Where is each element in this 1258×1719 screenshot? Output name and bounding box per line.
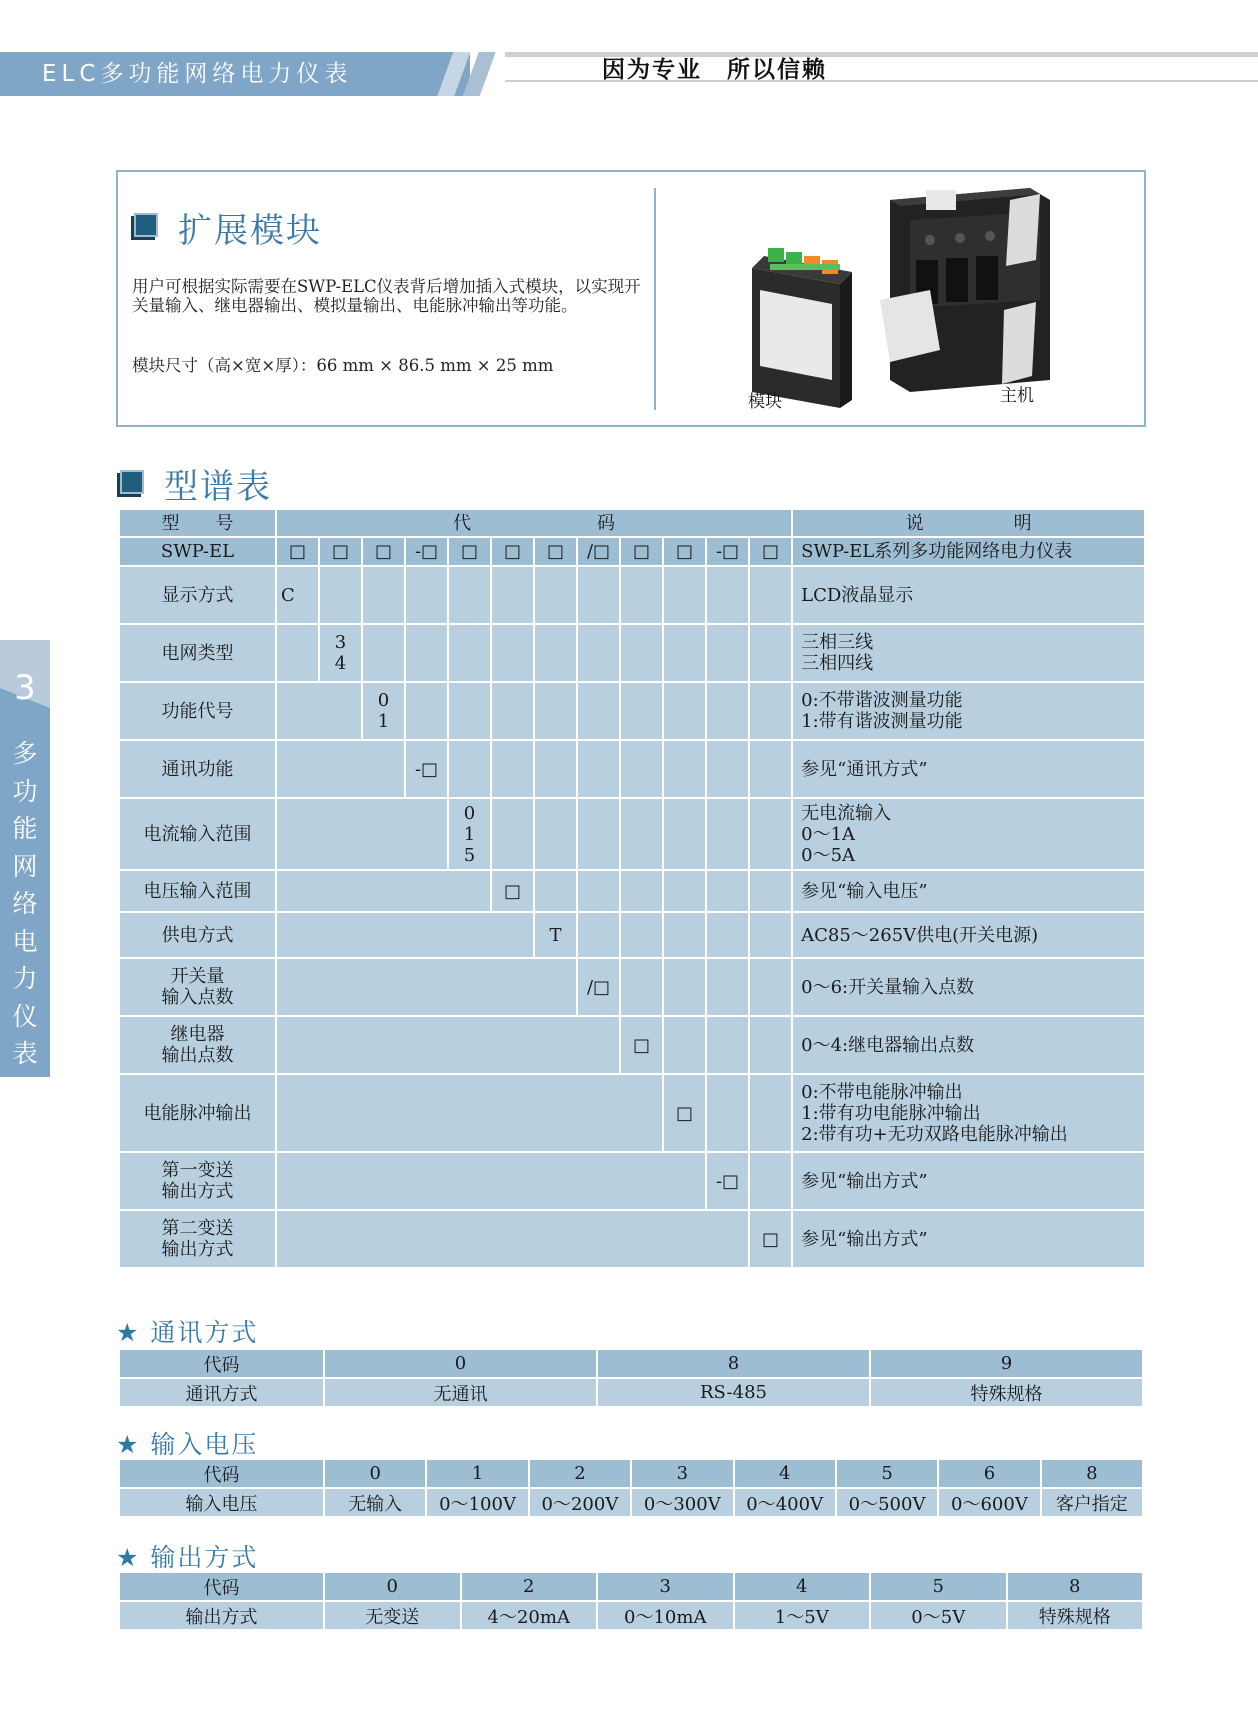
- spec-row-label: 开关量 输入点数: [119, 958, 276, 1016]
- spec-model-code: /□: [577, 537, 620, 566]
- spec-row-empty: [362, 624, 405, 682]
- spec-row-empty: [749, 798, 792, 870]
- voltage-table: [118, 1458, 1144, 1518]
- spec-row-desc: 参见“通讯方式”: [792, 740, 1145, 798]
- spec-row-empty: [491, 566, 534, 624]
- caption-module: 模块: [748, 392, 782, 412]
- output-cell: 4: [734, 1572, 871, 1601]
- spec-row-empty: [448, 624, 491, 682]
- output-cell: 1～5V: [734, 1601, 871, 1630]
- spec-row-label: 显示方式: [119, 566, 276, 624]
- spec-model-code: □: [319, 537, 362, 566]
- spec-row-label: 电流输入范围: [119, 798, 276, 870]
- section-square-icon: [134, 213, 158, 237]
- star-icon: ★: [116, 1543, 141, 1572]
- spec-row-empty: [620, 566, 663, 624]
- spec-row-empty: [706, 1074, 749, 1152]
- spec-row-empty: [448, 740, 491, 798]
- spec-row-empty: [534, 870, 577, 912]
- spec-row-empty: [534, 798, 577, 870]
- output-cell: 特殊规格: [1007, 1601, 1144, 1630]
- spec-header-model: 型 号: [119, 509, 276, 537]
- spec-row: [119, 798, 1145, 870]
- expansion-size: 模块尺寸（高×宽×厚）：66 mm × 86.5 mm × 25 mm: [132, 356, 554, 375]
- spec-row-desc: 参见“输出方式”: [792, 1210, 1145, 1268]
- voltage-cell: 0: [324, 1459, 426, 1488]
- spec-row-filler: [276, 740, 405, 798]
- output-table: [118, 1571, 1144, 1631]
- output-cell: 0～10mA: [597, 1601, 734, 1630]
- spec-row-empty: [577, 870, 620, 912]
- voltage-cell: 3: [631, 1459, 733, 1488]
- spec-row-empty: [749, 1074, 792, 1152]
- caption-host: 主机: [1000, 386, 1034, 406]
- spec-model-code: □: [491, 537, 534, 566]
- spec-row-label: 通讯功能: [119, 740, 276, 798]
- spec-row-empty: [491, 624, 534, 682]
- spec-row-desc: 0:不带电能脉冲输出 1:带有功电能脉冲输出 2:带有功+无功双路电能脉冲输出: [792, 1074, 1145, 1152]
- spec-row-empty: [491, 682, 534, 740]
- spec-row-empty: [749, 566, 792, 624]
- spec-table: [118, 508, 1146, 1269]
- spec-row-empty: [663, 566, 706, 624]
- spec-row-empty: [663, 958, 706, 1016]
- spec-row-desc: 参见“输出方式”: [792, 1152, 1145, 1210]
- page-header-title: ELC多功能网络电力仪表: [42, 61, 353, 87]
- spec-row-empty: [405, 682, 448, 740]
- spec-row-filler: [276, 912, 534, 958]
- output-cell: 3: [597, 1572, 734, 1601]
- spec-row-label: 继电器 输出点数: [119, 1016, 276, 1074]
- spec-row-empty: [534, 740, 577, 798]
- spec-row-desc: 0:不带谐波测量功能 1:带有谐波测量功能: [792, 682, 1145, 740]
- spec-row: [119, 912, 1145, 958]
- spec-row-empty: [620, 682, 663, 740]
- spec-model-code: □: [534, 537, 577, 566]
- spec-row-empty: [706, 740, 749, 798]
- spec-row-empty: [749, 912, 792, 958]
- spec-model-code: □: [448, 537, 491, 566]
- spec-title: 型谱表: [164, 467, 272, 507]
- voltage-cell: 2: [529, 1459, 631, 1488]
- spec-header-desc: 说 明: [792, 509, 1145, 537]
- output-cell: 0～5V: [870, 1601, 1007, 1630]
- spec-row-empty: [663, 1016, 706, 1074]
- spec-row-empty: [663, 798, 706, 870]
- spec-row-empty: [706, 1016, 749, 1074]
- spec-row-empty: [706, 566, 749, 624]
- star-icon: ★: [116, 1318, 141, 1347]
- spec-row-code: T: [534, 912, 577, 958]
- voltage-cell: 6: [938, 1459, 1040, 1488]
- output-cell: 5: [870, 1572, 1007, 1601]
- voltage-cell: 无输入: [324, 1488, 426, 1517]
- voltage-cell: 代码: [119, 1459, 324, 1488]
- spec-row-desc: 0～6:开关量输入点数: [792, 958, 1145, 1016]
- spec-row-empty: [405, 624, 448, 682]
- spec-row-empty: [663, 740, 706, 798]
- spec-row: [119, 624, 1145, 682]
- spec-row-desc: AC85～265V供电(开关电源): [792, 912, 1145, 958]
- host-image: [880, 188, 1050, 392]
- comm-cell: RS-485: [597, 1378, 870, 1407]
- spec-row-label: 电网类型: [119, 624, 276, 682]
- voltage-cell: 输入电压: [119, 1488, 324, 1517]
- comm-title: ★ 通讯方式: [116, 1318, 259, 1347]
- spec-row-empty: [663, 870, 706, 912]
- spec-model-desc: SWP-EL系列多功能网络电力仪表: [792, 537, 1145, 566]
- output-cell: 代码: [119, 1572, 324, 1601]
- spec-row-filler: [276, 682, 362, 740]
- spec-row-desc: LCD液晶显示: [792, 566, 1145, 624]
- spec-row-empty: [706, 912, 749, 958]
- spec-row-filler: [276, 958, 577, 1016]
- output-cell: 4～20mA: [461, 1601, 598, 1630]
- spec-row-label: 功能代号: [119, 682, 276, 740]
- expansion-divider: [654, 188, 656, 410]
- spec-row-empty: [362, 566, 405, 624]
- comm-cell: 通讯方式: [119, 1378, 324, 1407]
- spec-row: [119, 1152, 1145, 1210]
- spec-row-empty: [706, 624, 749, 682]
- spec-row-code: 0 1: [362, 682, 405, 740]
- spec-row-empty: [620, 740, 663, 798]
- spec-row-empty: [577, 624, 620, 682]
- spec-row-empty: [534, 624, 577, 682]
- spec-model-code: □: [362, 537, 405, 566]
- output-cell: 8: [1007, 1572, 1144, 1601]
- spec-row-empty: [577, 566, 620, 624]
- spec-row-empty: [577, 740, 620, 798]
- spec-row: [119, 740, 1145, 798]
- spec-row-empty: [577, 912, 620, 958]
- output-cell: 无变送: [324, 1601, 461, 1630]
- spec-row: [119, 566, 1145, 624]
- header-slogan: 因为专业 所以信赖: [602, 57, 827, 83]
- voltage-cell: 5: [836, 1459, 938, 1488]
- spec-row-code: □: [749, 1210, 792, 1268]
- spec-row-label: 第一变送 输出方式: [119, 1152, 276, 1210]
- spec-row-code: 0 1 5: [448, 798, 491, 870]
- spec-row-empty: [663, 912, 706, 958]
- spec-model-code: □: [276, 537, 319, 566]
- spec-row: [119, 1016, 1145, 1074]
- spec-row-code: C: [276, 566, 319, 624]
- star-icon: ★: [116, 1430, 141, 1459]
- comm-cell: 特殊规格: [870, 1378, 1143, 1407]
- spec-model-code: -□: [706, 537, 749, 566]
- spec-row-code: □: [491, 870, 534, 912]
- spec-row-empty: [577, 682, 620, 740]
- comm-cell: 8: [597, 1349, 870, 1378]
- voltage-cell: 1: [426, 1459, 528, 1488]
- spec-row-empty: [749, 870, 792, 912]
- spec-model-code: □: [620, 537, 663, 566]
- output-cell: 0: [324, 1572, 461, 1601]
- spec-model-code: -□: [405, 537, 448, 566]
- voltage-cell: 客户指定: [1041, 1488, 1143, 1517]
- spec-row-empty: [706, 682, 749, 740]
- spec-row-filler: [276, 870, 491, 912]
- spec-row-empty: [749, 624, 792, 682]
- spec-row-filler: [276, 1074, 663, 1152]
- spec-row-label: 第二变送 输出方式: [119, 1210, 276, 1268]
- spec-row-empty: [749, 1152, 792, 1210]
- spec-row-empty: [706, 798, 749, 870]
- spec-row-label: 供电方式: [119, 912, 276, 958]
- spec-row-code: □: [663, 1074, 706, 1152]
- spec-row-desc: 三相三线 三相四线: [792, 624, 1145, 682]
- spec-row: [119, 1074, 1145, 1152]
- spec-row-empty: [534, 566, 577, 624]
- voltage-cell: 8: [1041, 1459, 1143, 1488]
- section-square-icon: [120, 470, 144, 494]
- spec-row: [119, 682, 1145, 740]
- spec-row-code: /□: [577, 958, 620, 1016]
- spec-row-empty: [706, 870, 749, 912]
- expansion-title: 扩展模块: [178, 211, 322, 251]
- spec-model-code: □: [663, 537, 706, 566]
- header-band-stripes: [430, 52, 520, 96]
- spec-row-empty: [577, 798, 620, 870]
- spec-row-filler: [276, 624, 319, 682]
- spec-row-code: 3 4: [319, 624, 362, 682]
- voltage-cell: 0～500V: [836, 1488, 938, 1517]
- spec-row-filler: [276, 798, 448, 870]
- spec-row-code: □: [620, 1016, 663, 1074]
- spec-row-desc: 0～4:继电器输出点数: [792, 1016, 1145, 1074]
- spec-row-empty: [491, 740, 534, 798]
- spec-row-label: 电能脉冲输出: [119, 1074, 276, 1152]
- spec-row-filler: [276, 1210, 749, 1268]
- chapter-number: 3: [14, 668, 36, 708]
- spec-row-empty: [620, 958, 663, 1016]
- spec-row-label: 电压输入范围: [119, 870, 276, 912]
- voltage-cell: 0～100V: [426, 1488, 528, 1517]
- comm-cell: 代码: [119, 1349, 324, 1378]
- spec-header-code: 代 码: [276, 509, 792, 537]
- spec-row-desc: 参见“输入电压”: [792, 870, 1145, 912]
- spec-row-code: -□: [706, 1152, 749, 1210]
- spec-row-empty: [448, 682, 491, 740]
- voltage-cell: 0～200V: [529, 1488, 631, 1517]
- comm-cell: 0: [324, 1349, 597, 1378]
- spec-model-name: SWP-EL: [119, 537, 276, 566]
- spec-row-empty: [620, 624, 663, 682]
- product-photo: [740, 180, 1080, 410]
- spec-model-code: □: [749, 537, 792, 566]
- spec-row-empty: [749, 958, 792, 1016]
- voltage-cell: 4: [734, 1459, 836, 1488]
- spec-row-empty: [663, 682, 706, 740]
- output-cell: 输出方式: [119, 1601, 324, 1630]
- spec-row-empty: [319, 566, 362, 624]
- voltage-cell: 0～300V: [631, 1488, 733, 1517]
- module-image: [752, 248, 852, 408]
- comm-table: [118, 1348, 1144, 1408]
- spec-row-empty: [534, 682, 577, 740]
- chapter-title: 多功能网络电力仪表: [12, 739, 38, 1068]
- voltage-cell: 0～600V: [938, 1488, 1040, 1517]
- spec-row-empty: [706, 958, 749, 1016]
- spec-row-code: -□: [405, 740, 448, 798]
- spec-row: [119, 958, 1145, 1016]
- output-cell: 2: [461, 1572, 598, 1601]
- spec-row-empty: [749, 1016, 792, 1074]
- spec-row-empty: [620, 798, 663, 870]
- spec-row-empty: [663, 624, 706, 682]
- comm-cell: 无通讯: [324, 1378, 597, 1407]
- comm-cell: 9: [870, 1349, 1143, 1378]
- output-title: ★ 输出方式: [116, 1543, 259, 1572]
- spec-row: [119, 870, 1145, 912]
- spec-row-filler: [276, 1152, 706, 1210]
- expansion-description: 用户可根据实际需要在SWP-ELC仪表背后增加插入式模块，以实现开关量输入、继电器输出、模拟量输出、电能脉冲输出等功能。: [132, 277, 641, 315]
- voltage-title: ★ 输入电压: [116, 1430, 259, 1459]
- spec-row-desc: 无电流输入 0～1A 0～5A: [792, 798, 1145, 870]
- spec-row-empty: [620, 912, 663, 958]
- spec-row: [119, 1210, 1145, 1268]
- spec-row-empty: [405, 566, 448, 624]
- spec-row-empty: [448, 566, 491, 624]
- spec-row-empty: [491, 798, 534, 870]
- voltage-cell: 0～400V: [734, 1488, 836, 1517]
- spec-row-filler: [276, 1016, 620, 1074]
- spec-row-empty: [749, 682, 792, 740]
- spec-row-empty: [620, 870, 663, 912]
- spec-row-empty: [749, 740, 792, 798]
